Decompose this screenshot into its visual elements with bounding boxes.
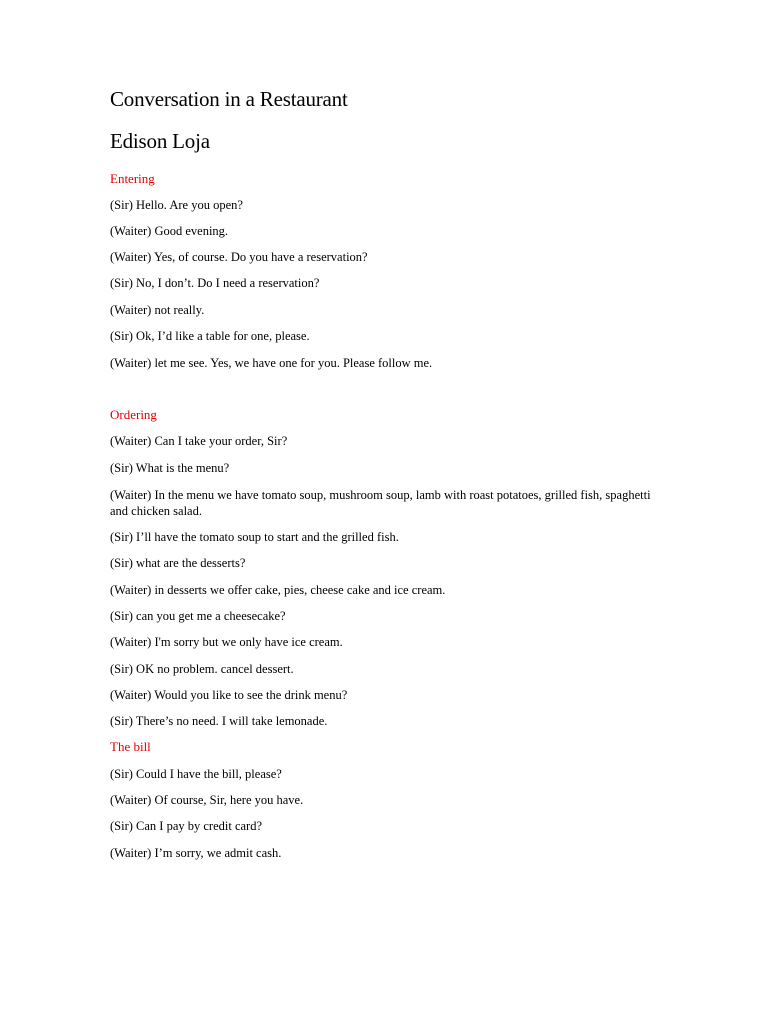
dialogue-line: (Waiter) I’m sorry, we admit cash. (110, 846, 282, 860)
dialogue-line: (Sir) Ok, I’d like a table for one, please. (110, 329, 310, 343)
document-author: Edison Loja (110, 129, 210, 153)
dialogue-line: (Sir) Could I have the bill, please? (110, 767, 282, 781)
section-heading-the-bill: The bill (110, 739, 151, 754)
dialogue-line: (Sir) Can I pay by credit card? (110, 819, 263, 833)
dialogue-line: (Sir) What is the menu? (110, 461, 230, 475)
dialogue-line: (Sir) OK no problem. cancel dessert. (110, 662, 294, 676)
dialogue-line: (Waiter) not really. (110, 303, 205, 317)
dialogue-line: (Waiter) Of course, Sir, here you have. (110, 793, 304, 807)
dialogue-line: (Waiter) Good evening. (110, 224, 229, 238)
dialogue-line: (Sir) what are the desserts? (110, 556, 246, 570)
dialogue-line: (Waiter) In the menu we have tomato soup, mushroom soup, lamb with roast potatoes, grilled fish, spaghetti and chicken salad. (110, 488, 651, 518)
dialogue-line: (Sir) No, I don’t. Do I need a reservation? (110, 276, 320, 290)
dialogue-line: (Waiter) let me see. Yes, we have one for you. Please follow me. (110, 356, 433, 370)
dialogue-line: (Waiter) in desserts we offer cake, pies, cheese cake and ice cream. (110, 583, 446, 597)
dialogue-line: (Sir) can you get me a cheesecake? (110, 609, 286, 623)
document-title: Conversation in a Restaurant (110, 87, 348, 111)
dialogue-line: (Sir) I’ll have the tomato soup to start and the grilled fish. (110, 530, 399, 544)
dialogue-line: (Waiter) Yes, of course. Do you have a reservation? (110, 250, 368, 264)
dialogue-line: (Waiter) I'm sorry but we only have ice cream. (110, 635, 343, 649)
dialogue-line: (Sir) There’s no need. I will take lemonade. (110, 714, 328, 728)
section-heading-ordering: Ordering (110, 407, 157, 422)
dialogue-line: (Waiter) Would you like to see the drink menu? (110, 688, 348, 702)
section-heading-entering: Entering (110, 171, 155, 186)
dialogue-line: (Sir) Hello. Are you open? (110, 198, 243, 212)
dialogue-line: (Waiter) Can I take your order, Sir? (110, 434, 288, 448)
